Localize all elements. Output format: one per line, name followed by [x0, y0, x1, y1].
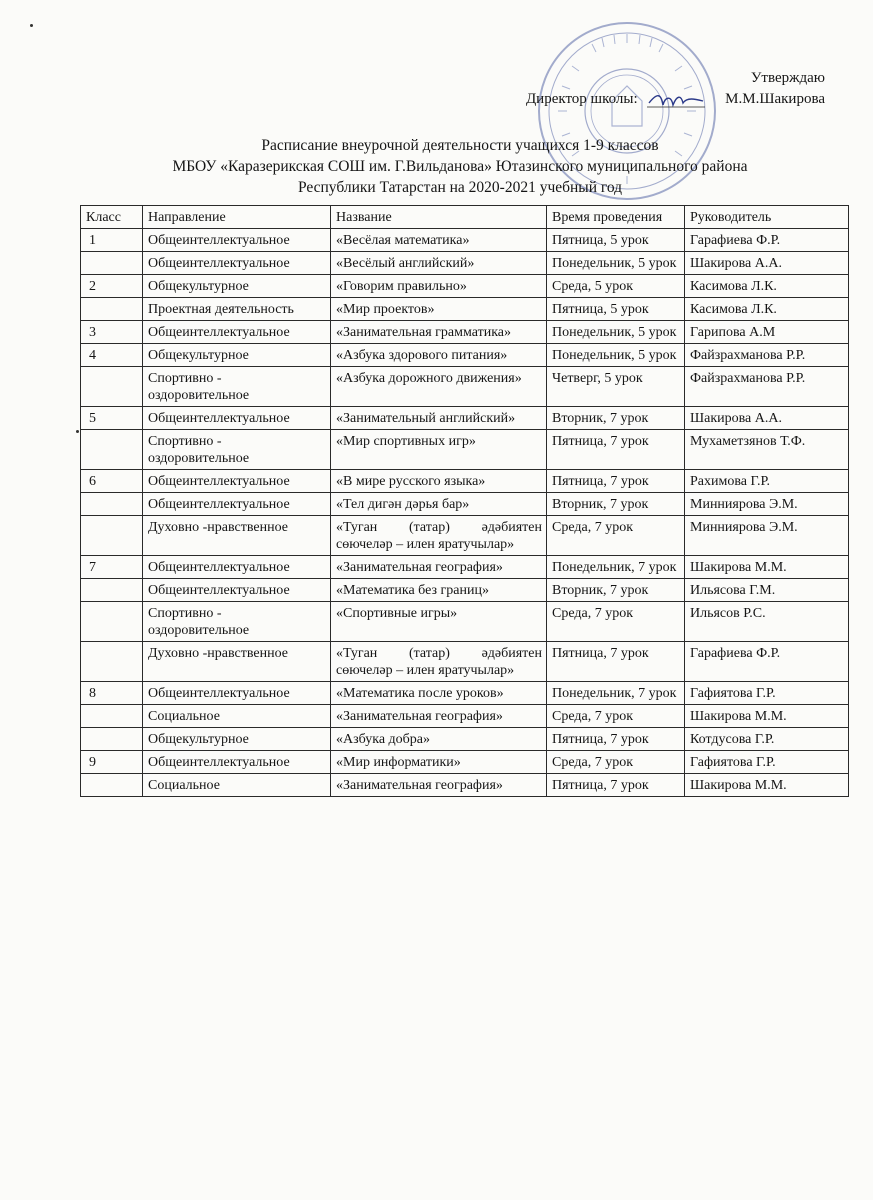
cell-time: Пятница, 7 урок: [547, 642, 685, 682]
table-row: [81, 682, 849, 705]
cell-class: 5: [81, 407, 143, 430]
cell-direction: Общеинтеллектуальное: [143, 682, 331, 705]
cell-leader: Гафиятова Г.Р.: [685, 751, 849, 774]
cell-name: «Весёлая математика»: [331, 229, 547, 252]
table-row: [81, 579, 849, 602]
cell-name: «Азбука дорожного движения»: [331, 367, 547, 407]
cell-time: Пятница, 7 урок: [547, 430, 685, 470]
title-line-1: Расписание внеурочной деятельности учащихся 1-9 классов: [261, 137, 659, 154]
cell-class: [81, 774, 143, 797]
cell-direction: Общеинтеллектуальное: [143, 579, 331, 602]
cell-leader: Гафиятова Г.Р.: [685, 682, 849, 705]
cell-class: [81, 516, 143, 556]
table-row: [81, 602, 849, 642]
scan-speck: [30, 24, 33, 27]
cell-name: «Мир информатики»: [331, 751, 547, 774]
cell-leader: Гарафиева Ф.Р.: [685, 642, 849, 682]
cell-direction: Общеинтеллектуальное: [143, 556, 331, 579]
cell-time: Среда, 7 урок: [547, 751, 685, 774]
cell-class: 8: [81, 682, 143, 705]
cell-direction: Духовно -нравственное: [143, 642, 331, 682]
cell-direction: Общекультурное: [143, 344, 331, 367]
cell-name: «Мир спортивных игр»: [331, 430, 547, 470]
cell-leader: Минниярова Э.М.: [685, 493, 849, 516]
header-time: Время проведения: [547, 206, 685, 229]
cell-direction: Общеинтеллектуальное: [143, 252, 331, 275]
table-row: [81, 728, 849, 751]
table-row: [81, 430, 849, 470]
cell-leader: Котдусова Г.Р.: [685, 728, 849, 751]
cell-class: 9: [81, 751, 143, 774]
table-row: [81, 275, 849, 298]
cell-direction: Общеинтеллектуальное: [143, 229, 331, 252]
cell-direction: Спортивно - оздоровительное: [143, 602, 331, 642]
cell-name: «Математика без границ»: [331, 579, 547, 602]
cell-time: Пятница, 5 урок: [547, 298, 685, 321]
cell-direction: Общеинтеллектуальное: [143, 407, 331, 430]
cell-name: «Мир проектов»: [331, 298, 547, 321]
cell-time: Понедельник, 7 урок: [547, 682, 685, 705]
table-row: [81, 344, 849, 367]
table-row: [81, 298, 849, 321]
table-row: [81, 705, 849, 728]
header-name: Название: [331, 206, 547, 229]
cell-direction: Общекультурное: [143, 275, 331, 298]
cell-class: [81, 430, 143, 470]
table-row: [81, 229, 849, 252]
cell-class: [81, 493, 143, 516]
director-label: Директор школы:: [525, 91, 638, 107]
cell-leader: Ильясов Р.С.: [685, 602, 849, 642]
cell-name: «Туган (татар) әдәбиятен сөючеләр – илен яратучылар»: [331, 516, 547, 556]
table-row: [81, 470, 849, 493]
table-row: [81, 407, 849, 430]
cell-class: 6: [81, 470, 143, 493]
cell-class: 7: [81, 556, 143, 579]
cell-direction: Духовно -нравственное: [143, 516, 331, 556]
table-row: [81, 516, 849, 556]
title-line-2: МБОУ «Каразерикская СОШ им. Г.Вильданова» Ютазинского муниципального района: [172, 158, 748, 175]
cell-name: «Спортивные игры»: [331, 602, 547, 642]
table-row: [81, 774, 849, 797]
cell-name: «Занимательная грамматика»: [331, 321, 547, 344]
cell-class: [81, 705, 143, 728]
cell-direction: Общеинтеллектуальное: [143, 470, 331, 493]
cell-leader: Шакирова М.М.: [685, 705, 849, 728]
table-row: [81, 493, 849, 516]
table-row: [81, 751, 849, 774]
cell-name: «Занимательный английский»: [331, 407, 547, 430]
cell-leader: Касимова Л.К.: [685, 298, 849, 321]
cell-time: Вторник, 7 урок: [547, 493, 685, 516]
cell-direction: Общеинтеллектуальное: [143, 493, 331, 516]
cell-leader: Шакирова М.М.: [685, 556, 849, 579]
cell-class: [81, 728, 143, 751]
cell-leader: Мухаметзянов Т.Ф.: [685, 430, 849, 470]
schedule-table: [80, 205, 849, 797]
cell-time: Среда, 5 урок: [547, 275, 685, 298]
cell-class: [81, 579, 143, 602]
cell-direction: Общекультурное: [143, 728, 331, 751]
cell-name: «Весёлый английский»: [331, 252, 547, 275]
cell-leader: Шакирова А.А.: [685, 407, 849, 430]
approval-block: [526, 68, 825, 110]
cell-leader: Гарафиева Ф.Р.: [685, 229, 849, 252]
cell-class: 4: [81, 344, 143, 367]
approve-label: Утверждаю: [750, 70, 825, 86]
title-line-3: Республики Татарстан на 2020-2021 учебный год: [297, 179, 623, 196]
cell-time: Вторник, 7 урок: [547, 407, 685, 430]
scan-speck: [76, 430, 79, 433]
cell-time: Среда, 7 урок: [547, 705, 685, 728]
cell-leader: Касимова Л.К.: [685, 275, 849, 298]
table-row: [81, 321, 849, 344]
cell-name: «Туган (татар) әдәбиятен сөючеләр – илен яратучылар»: [331, 642, 547, 682]
cell-leader: Ильясова Г.М.: [685, 579, 849, 602]
cell-class: 2: [81, 275, 143, 298]
cell-name: «Азбука добра»: [331, 728, 547, 751]
cell-name: «Занимательная география»: [331, 774, 547, 797]
document-title: [110, 135, 810, 198]
cell-class: [81, 298, 143, 321]
table-header-row: [81, 206, 849, 229]
cell-time: Понедельник, 5 урок: [547, 344, 685, 367]
cell-time: Пятница, 7 урок: [547, 728, 685, 751]
cell-time: Пятница, 5 урок: [547, 229, 685, 252]
cell-time: Понедельник, 5 урок: [547, 321, 685, 344]
cell-leader: Файзрахманова Р.Р.: [685, 344, 849, 367]
header-direction: Направление: [143, 206, 331, 229]
cell-class: [81, 252, 143, 275]
cell-class: 3: [81, 321, 143, 344]
cell-direction: Социальное: [143, 705, 331, 728]
table-row: [81, 556, 849, 579]
table-row: [81, 252, 849, 275]
cell-leader: Минниярова Э.М.: [685, 516, 849, 556]
header-class: Класс: [81, 206, 143, 229]
cell-time: Понедельник, 5 урок: [547, 252, 685, 275]
cell-name: «Азбука здорового питания»: [331, 344, 547, 367]
cell-class: [81, 602, 143, 642]
cell-time: Вторник, 7 урок: [547, 579, 685, 602]
director-name: М.М.Шакирова: [725, 91, 825, 107]
cell-time: Пятница, 7 урок: [547, 774, 685, 797]
cell-name: «Математика после уроков»: [331, 682, 547, 705]
cell-leader: Файзрахманова Р.Р.: [685, 367, 849, 407]
cell-name: «Занимательная география»: [331, 705, 547, 728]
cell-class: [81, 642, 143, 682]
cell-direction: Спортивно - оздоровительное: [143, 430, 331, 470]
cell-class: [81, 367, 143, 407]
cell-time: Пятница, 7 урок: [547, 470, 685, 493]
cell-direction: Спортивно - оздоровительное: [143, 367, 331, 407]
cell-class: 1: [81, 229, 143, 252]
cell-leader: Рахимова Г.Р.: [685, 470, 849, 493]
cell-direction: Проектная деятельность: [143, 298, 331, 321]
cell-direction: Общеинтеллектуальное: [143, 751, 331, 774]
cell-direction: Социальное: [143, 774, 331, 797]
cell-leader: Гарипова А.М: [685, 321, 849, 344]
table-row: [81, 367, 849, 407]
cell-time: Среда, 7 урок: [547, 516, 685, 556]
signature-icon: [647, 91, 705, 109]
cell-name: «Занимательная география»: [331, 556, 547, 579]
cell-name: «В мире русского языка»: [331, 470, 547, 493]
cell-name: «Тел дигән дәрья бар»: [331, 493, 547, 516]
cell-leader: Шакирова М.М.: [685, 774, 849, 797]
cell-time: Понедельник, 7 урок: [547, 556, 685, 579]
cell-time: Среда, 7 урок: [547, 602, 685, 642]
cell-direction: Общеинтеллектуальное: [143, 321, 331, 344]
table-row: [81, 642, 849, 682]
header-leader: Руководитель: [685, 206, 849, 229]
cell-name: «Говорим правильно»: [331, 275, 547, 298]
cell-time: Четверг, 5 урок: [547, 367, 685, 407]
cell-leader: Шакирова А.А.: [685, 252, 849, 275]
